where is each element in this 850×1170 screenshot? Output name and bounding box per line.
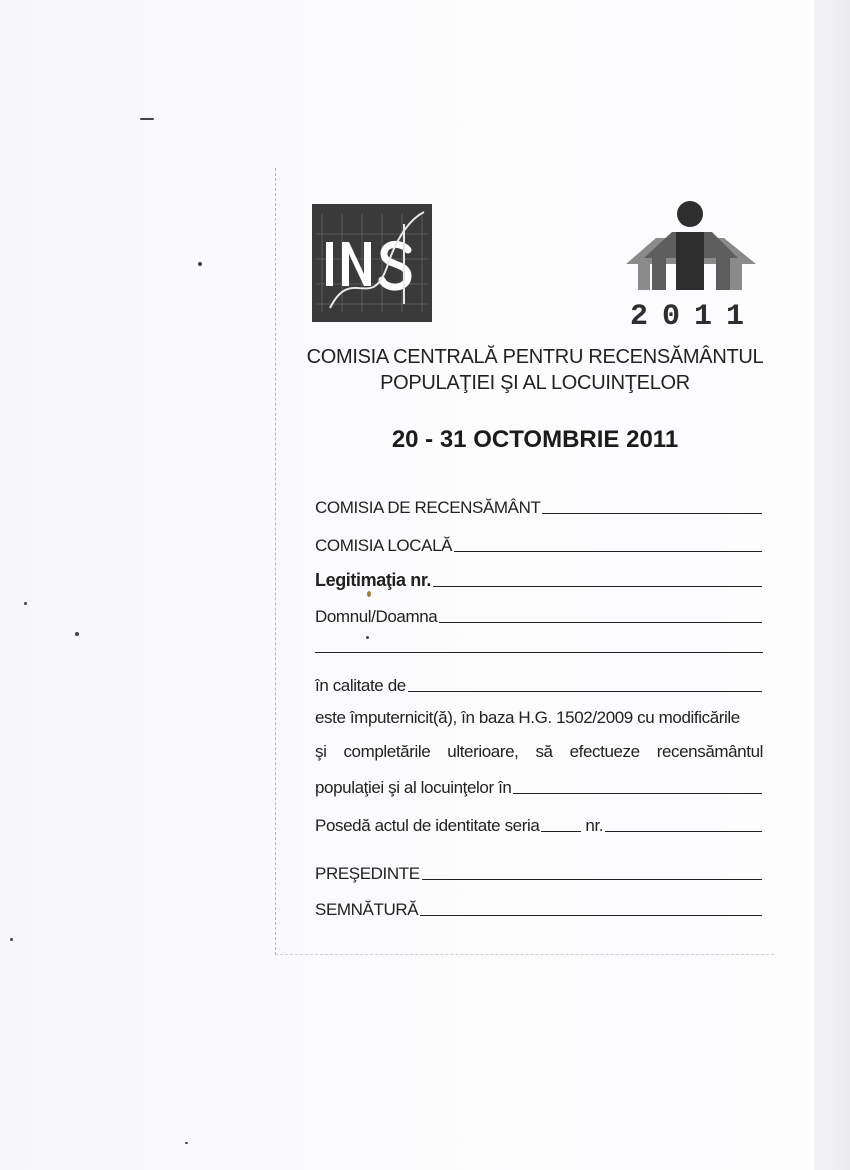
blank-line <box>420 915 762 916</box>
scan-speck <box>185 1142 188 1144</box>
blank-line <box>433 586 762 587</box>
blank-line <box>513 793 762 794</box>
field-presedinte <box>315 858 762 884</box>
scan-speck <box>24 602 27 605</box>
label-nr: nr. <box>585 816 604 835</box>
scan-speck <box>140 118 154 120</box>
field-semnatura <box>315 894 762 920</box>
census-house-icon <box>622 198 762 328</box>
scan-speck <box>366 636 369 639</box>
scan-speck <box>367 591 371 597</box>
field-act-identitate <box>315 810 762 836</box>
paragraph-line2: şi completările ulterioare, să efectueze recensământul <box>315 742 763 761</box>
blank-line <box>542 513 762 514</box>
field-comisia-locala <box>315 530 762 556</box>
field-comisia-recensamant <box>315 492 762 518</box>
ins-logo <box>312 204 432 322</box>
label-domnul-doamna: Domnul/Doamna <box>315 607 438 626</box>
label-comisia-recensamant: COMISIA DE RECENSĂMÂNT <box>315 498 541 517</box>
field-in-calitate <box>315 670 762 696</box>
ins-logo-graphic <box>312 204 432 322</box>
blank-seria <box>541 831 581 832</box>
paragraph-line3: populaţiei şi al locuinţelor în <box>315 778 512 797</box>
blank-line <box>605 831 762 832</box>
label-poseda-actul: Posedă actul de identitate seria <box>315 816 540 835</box>
scan-speck <box>75 632 79 636</box>
blank-line <box>422 879 762 880</box>
field-legitimatia <box>315 565 762 591</box>
census-dates: 20 - 31 OCTOMBRIE 2011 <box>391 426 679 453</box>
blank-line <box>454 551 762 552</box>
page-edge-shadow <box>814 0 850 1170</box>
label-legitimatia: Legitimaţia nr. <box>315 570 432 590</box>
label-semnatura: SEMNĂTURĂ <box>315 900 419 919</box>
blank-line-full <box>315 652 763 653</box>
field-domnul-doamna <box>315 601 762 627</box>
label-in-calitate: în calitate de <box>315 676 406 695</box>
blank-line <box>408 691 762 692</box>
header-title-line2: POPULAŢIEI ŞI AL LOCUINŢELOR <box>380 372 690 394</box>
scan-speck <box>198 262 202 266</box>
scan-speck <box>10 938 13 941</box>
header-title-line1: COMISIA CENTRALĂ PENTRU RECENSĂMÂNTUL <box>306 346 764 368</box>
field-localitate <box>315 772 762 798</box>
label-presedinte: PREŞEDINTE <box>315 864 420 883</box>
blank-line <box>439 622 762 623</box>
svg-text:2011: 2011 <box>629 300 759 328</box>
label-comisia-locala: COMISIA LOCALĂ <box>315 536 453 555</box>
census-2011-logo <box>622 198 762 328</box>
paragraph-line1: este împuternicit(ă), în baza H.G. 1502/2009 cu modificările <box>315 708 740 727</box>
